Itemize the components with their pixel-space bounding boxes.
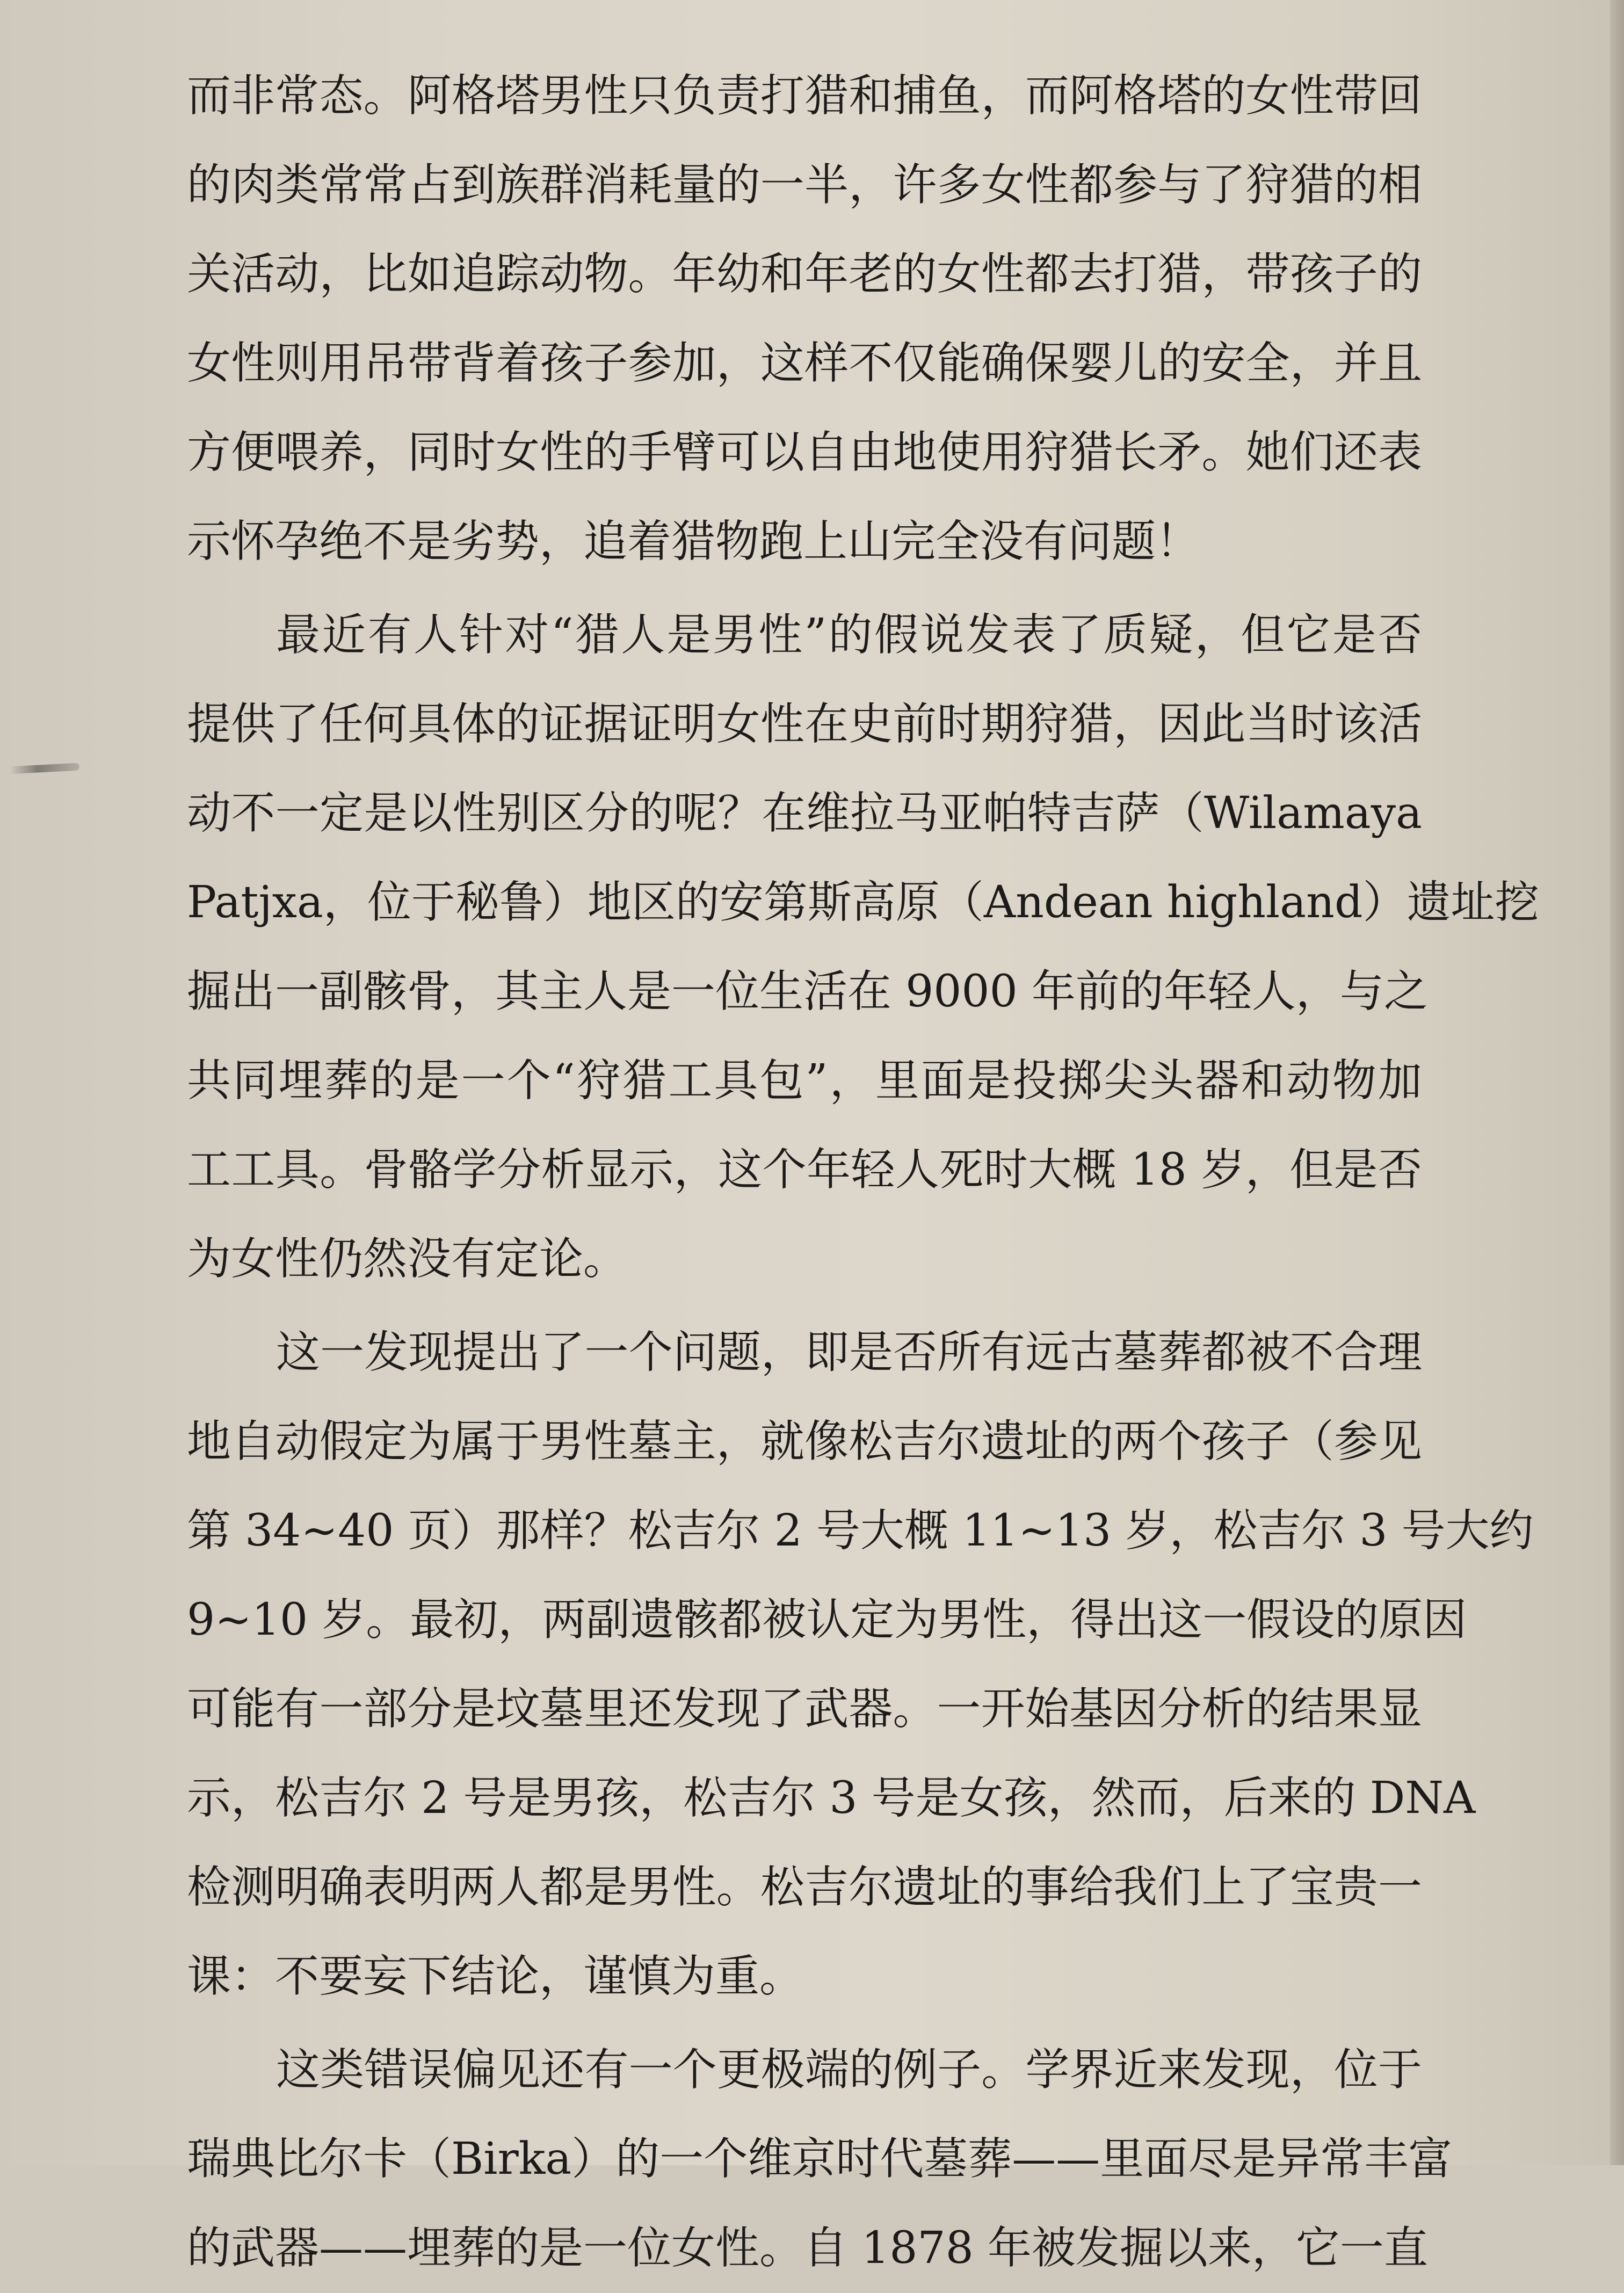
pencil-mark	[10, 763, 80, 774]
text-line: 工工具。骨骼学分析显示，这个年轻人死时大概 18 岁，但是否	[187, 1144, 1422, 1195]
text-line: 这一发现提出了一个问题，即是否所有远古墓葬都被不合理	[276, 1327, 1422, 1378]
text-line: 示怀孕绝不是劣势，追着猎物跑上山完全没有问题！	[187, 516, 1200, 567]
text-line: 而非常态。阿格塔男性只负责打猎和捕鱼，而阿格塔的女性带回	[187, 70, 1422, 121]
text-line: 为女性仍然没有定论。	[187, 1233, 628, 1285]
text-line: 最近有人针对“猎人是男性”的假说发表了质疑，但它是否	[276, 609, 1422, 661]
text-line: 地自动假定为属于男性墓主，就像松吉尔遗址的两个孩子（参见	[187, 1416, 1422, 1467]
paragraph	[187, 1308, 1534, 2021]
text-line: 的武器——埋葬的是一位女性。自 1878 年被发掘以来，它一直	[187, 2223, 1428, 2274]
text-line: 关活动，比如追踪动物。年幼和年老的女性都去打猎，带孩子的	[187, 249, 1422, 300]
text-line: 9~10 岁。最初，两副遗骸都被认定为男性，得出这一假设的原因	[187, 1594, 1467, 1645]
paragraph-gap	[187, 1304, 1422, 1308]
paragraph	[187, 52, 1422, 586]
text-line: 的肉类常常占到族群消耗量的一半，许多女性都参与了狩猎的相	[187, 159, 1422, 211]
text-line: 可能有一部分是坟墓里还发现了武器。一开始基因分析的结果显	[187, 1684, 1422, 1735]
text-line: 示，松吉尔 2 号是男孩，松吉尔 3 号是女孩，然而，后来的 DNA	[187, 1773, 1476, 1824]
body-text	[187, 52, 1539, 2293]
text-line: 共同埋葬的是一个“狩猎工具包”，里面是投掷尖头器和动物加	[187, 1055, 1422, 1106]
text-line: 女性则用吊带背着孩子参加，这样不仅能确保婴儿的安全，并且	[187, 338, 1422, 389]
paragraph	[187, 2026, 1453, 2293]
text-line: 掘出一副骸骨，其主人是一位生活在 9000 年前的年轻人，与之	[187, 966, 1428, 1017]
text-line: 课：不要妄下结论，谨慎为重。	[187, 1951, 804, 2002]
text-line: 检测明确表明两人都是男性。松吉尔遗址的事给我们上了宝贵一	[187, 1862, 1422, 1913]
text-line: 动不一定是以性别区分的呢？在维拉马亚帕特吉萨（Wilamaya	[187, 788, 1422, 839]
text-line: 瑞典比尔卡（Birka）的一个维京时代墓葬——里面尽是异常丰富	[187, 2134, 1453, 2185]
paragraph-gap	[187, 586, 1422, 591]
text-line: 这类错误偏见还有一个更极端的例子。学界近来发现，位于	[276, 2044, 1422, 2095]
text-line: 第 34~40 页）那样？松吉尔 2 号大概 11~13 岁，松吉尔 3 号大约	[187, 1505, 1534, 1556]
page-edge	[1610, 0, 1624, 2165]
text-line: 方便喂养，同时女性的手臂可以自由地使用狩猎长矛。她们还表	[187, 427, 1422, 478]
text-line: 提供了任何具体的证据证明女性在史前时期狩猎，因此当时该活	[187, 699, 1422, 750]
paragraph	[187, 591, 1539, 1304]
paragraph-gap	[187, 2021, 1422, 2026]
text-line: Patjxa，位于秘鲁）地区的安第斯高原（Andean highland）遗址挖	[187, 877, 1539, 928]
